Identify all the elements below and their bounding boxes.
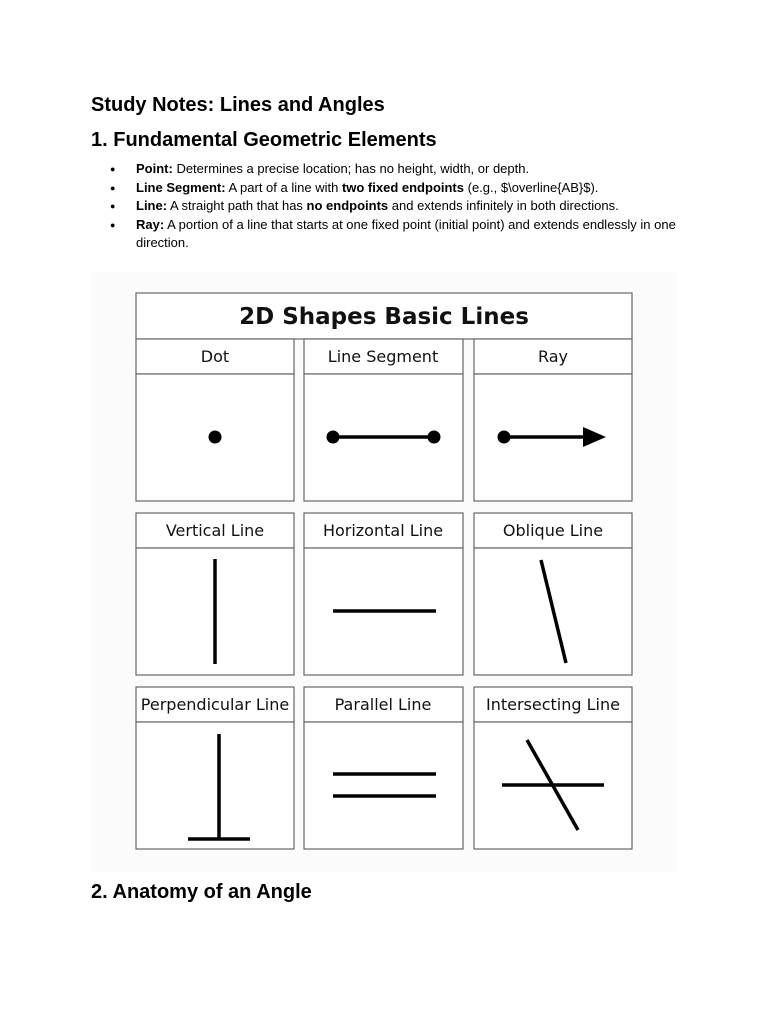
section-heading-fundamental-elements: 1. Fundamental Geometric Elements — [91, 129, 437, 151]
bullet-ray — [110, 216, 685, 253]
emphasis-two-fixed-endpoints: two fixed endpoints — [341, 179, 464, 195]
cell-label-vertical-line: Vertical Line — [165, 521, 265, 540]
definition-list — [110, 160, 685, 253]
bullet-line — [110, 197, 685, 216]
cell-label-perpendicular-line: Perpendicular Line — [140, 695, 290, 714]
definition-line-part2: and extends infinitely in both directions. — [388, 198, 619, 213]
definition-line-part1: A straight path that has — [167, 198, 307, 213]
document-title: Study Notes: Lines and Angles — [91, 94, 385, 116]
cell-label-intersecting-line: Intersecting Line — [486, 695, 620, 714]
basic-lines-diagram — [91, 272, 677, 872]
definition-line-segment-part2: (e.g., $\overline{AB}$). — [464, 179, 599, 195]
cell-label-oblique-line: Oblique Line — [502, 521, 604, 540]
figure-title: 2D Shapes Basic Lines — [239, 304, 529, 330]
term-line: Line: — [136, 198, 168, 213]
term-point: Point: — [136, 161, 173, 176]
dot-icon — [209, 431, 222, 444]
definition-point: Determines a precise location; has no height, width, or depth. — [172, 161, 530, 176]
section-heading-anatomy-of-angle: 2. Anatomy of an Angle — [91, 881, 312, 903]
definition-ray: A portion of a line that starts at one fixed point (initial point) and extends endlessly in one direction. — [136, 216, 676, 250]
basic-lines-figure — [91, 272, 677, 872]
cell-body-box — [304, 722, 463, 849]
bullet-point — [110, 160, 685, 179]
cell-label-ray: Ray — [537, 347, 569, 366]
cell-label-parallel-line: Parallel Line — [334, 695, 432, 714]
cell-label-dot: Dot — [200, 347, 230, 366]
emphasis-no-endpoints: no endpoints — [306, 198, 389, 213]
cell-label-line-segment: Line Segment — [327, 347, 439, 366]
definition-line-segment-part1: A part of a line with — [225, 179, 342, 195]
term-ray: Ray: — [136, 216, 165, 232]
cell-label-horizontal-line: Horizontal Line — [322, 521, 444, 540]
cell-body-box — [136, 722, 294, 849]
bullet-line-segment — [110, 179, 685, 198]
term-line-segment: Line Segment: — [136, 179, 226, 195]
